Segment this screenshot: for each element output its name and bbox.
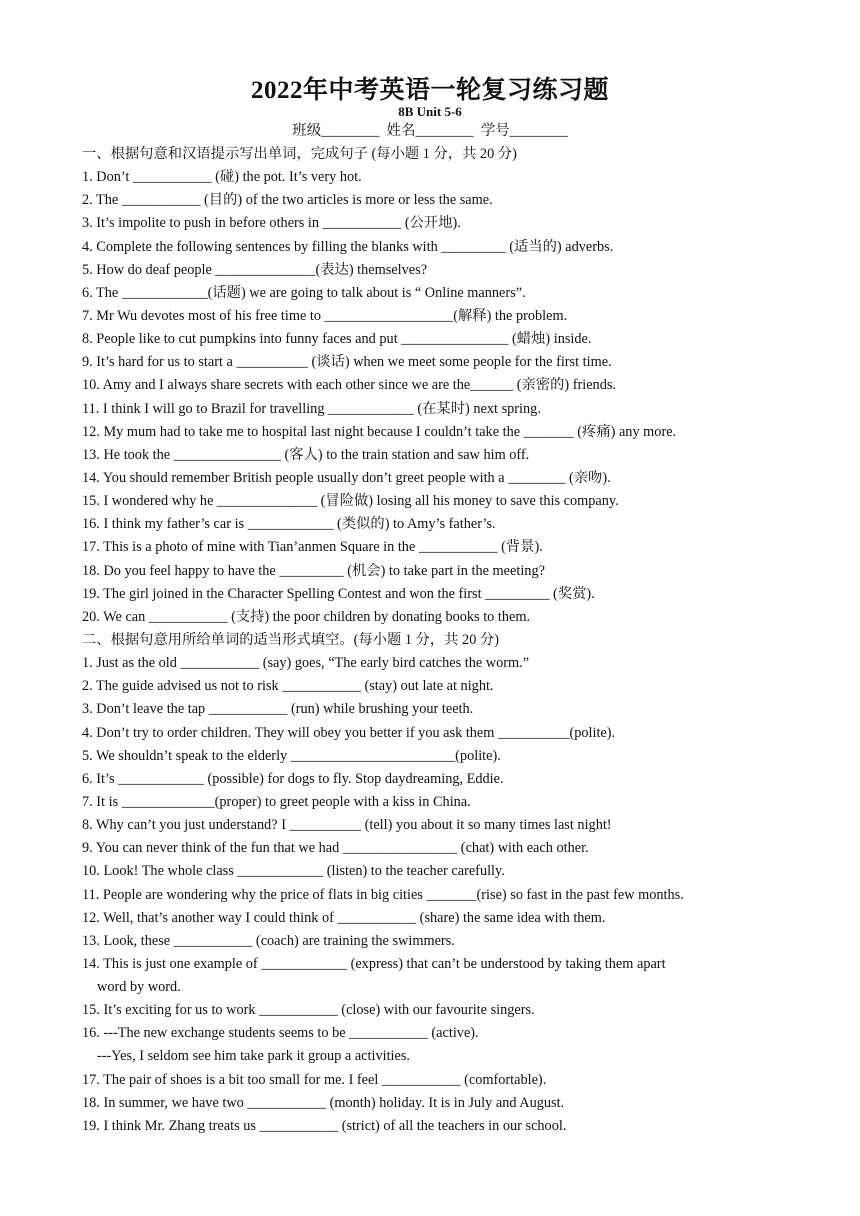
student-info-line: 班级________ 姓名________ 学号________ [292,123,568,139]
question-item: 1. Don’t ___________ (碰) the pot. It’s very hot. [82,169,362,186]
question-item: 3. It’s impolite to push in before others in ___________ (公开地). [82,215,461,232]
question-item: 13. Look, these ___________ (coach) are training the swimmers. [82,932,455,949]
question-item: 15. I wondered why he ______________ (冒险做) losing all his money to save this company. [82,493,619,510]
question-item: 17. This is a photo of mine with Tian’anmen Square in the ___________ (背景). [82,539,543,556]
question-item: 18. Do you feel happy to have the _________ (机会) to take part in the meeting? [82,562,545,579]
question-item: 9. You can never think of the fun that we had ________________ (chat) with each other. [82,840,589,857]
question-item: 4. Complete the following sentences by filling the blanks with _________ (适当的) adverbs. [82,238,614,255]
question-item: 7. Mr Wu devotes most of his free time to __________________(解释) the problem. [82,307,568,324]
question-item: 5. We shouldn’t speak to the elderly _______________________(polite). [82,747,501,764]
question-item: 18. In summer, we have two ___________ (month) holiday. It is in July and August. [82,1094,565,1111]
question-item: 6. It’s ____________ (possible) for dogs to fly. Stop daydreaming, Eddie. [82,770,504,787]
question-item: 12. Well, that’s another way I could think of ___________ (share) the same idea with them. [82,909,606,926]
question-item: 2. The guide advised us not to risk ___________ (stay) out late at night. [82,678,494,695]
question-item: 2. The ___________ (目的) of the two articles is more or less the same. [82,192,493,209]
question-item: 19. I think Mr. Zhang treats us ___________ (strict) of all the teachers in our school. [82,1117,567,1134]
unit-subtitle: 8B Unit 5-6 [398,104,462,119]
question-item: 1. Just as the old ___________ (say) goes, “The early bird catches the worm.” [82,655,530,672]
question-item: 16. I think my father’s car is ____________ (类似的) to Amy’s father’s. [82,516,496,533]
question-continuation: word by word. [97,979,181,996]
question-item: 10. Look! The whole class ____________ (listen) to the teacher carefully. [82,863,505,880]
question-item: 3. Don’t leave the tap ___________ (run) while brushing your teeth. [82,701,474,718]
question-item: 20. We can ___________ (支持) the poor children by donating books to them. [82,608,531,625]
page-title: 2022年中考英语一轮复习练习题 [250,77,609,104]
question-item: 5. How do deaf people ______________(表达) themselves? [82,261,428,278]
question-item: 14. This is just one example of ____________ (express) that can’t be understood by taking them apart [82,955,666,972]
question-item: 8. People like to cut pumpkins into funny faces and put _______________ (蜡烛) inside. [82,331,592,348]
question-item: 14. You should remember British people usually don’t greet people with a ________ (亲吻). [82,469,611,486]
question-item: 15. It’s exciting for us to work ___________ (close) with our favourite singers. [82,1002,535,1019]
question-item: 11. I think I will go to Brazil for travelling ____________ (在某时) next spring. [82,400,541,417]
question-continuation: ---Yes, I seldom see him take park it group a activities. [97,1048,411,1065]
question-item: 17. The pair of shoes is a bit too small for me. I feel ___________ (comfortable). [82,1071,547,1088]
exercise-list [82,143,842,1138]
question-item: 7. It is _____________(proper) to greet people with a kiss in China. [82,793,471,810]
section-heading: 一、根据句意和汉语提示写出单词，完成句子 (每小题 1 分，共 20 分) [82,146,517,162]
question-item: 6. The ____________(话题) we are going to talk about is “ Online manners”. [82,284,526,301]
question-item: 16. ---The new exchange students seems to be ___________ (active). [82,1025,479,1042]
question-item: 9. It’s hard for us to start a __________ (谈话) when we meet some people for the first time. [82,354,612,371]
question-item: 10. Amy and I always share secrets with each other since we are the______ (亲密的) friends. [82,377,616,394]
question-item: 19. The girl joined in the Character Spelling Contest and won the first _________ (奖赏). [82,585,595,602]
question-item: 4. Don’t try to order children. They will obey you better if you ask them __________(polite). [82,724,616,741]
question-item: 12. My mum had to take me to hospital last night because I couldn’t take the _______ (疼痛) any more. [82,423,677,440]
question-item: 11. People are wondering why the price of flats in big cities _______(rise) so fast in the past few months. [82,886,684,903]
question-item: 8. Why can’t you just understand? I __________ (tell) you about it so many times last night! [82,817,612,834]
question-item: 13. He took the _______________ (客人) to the train station and saw him off. [82,446,530,463]
section-heading: 二、根据句意用所给单词的适当形式填空。(每小题 1 分，共 20 分) [82,631,499,648]
